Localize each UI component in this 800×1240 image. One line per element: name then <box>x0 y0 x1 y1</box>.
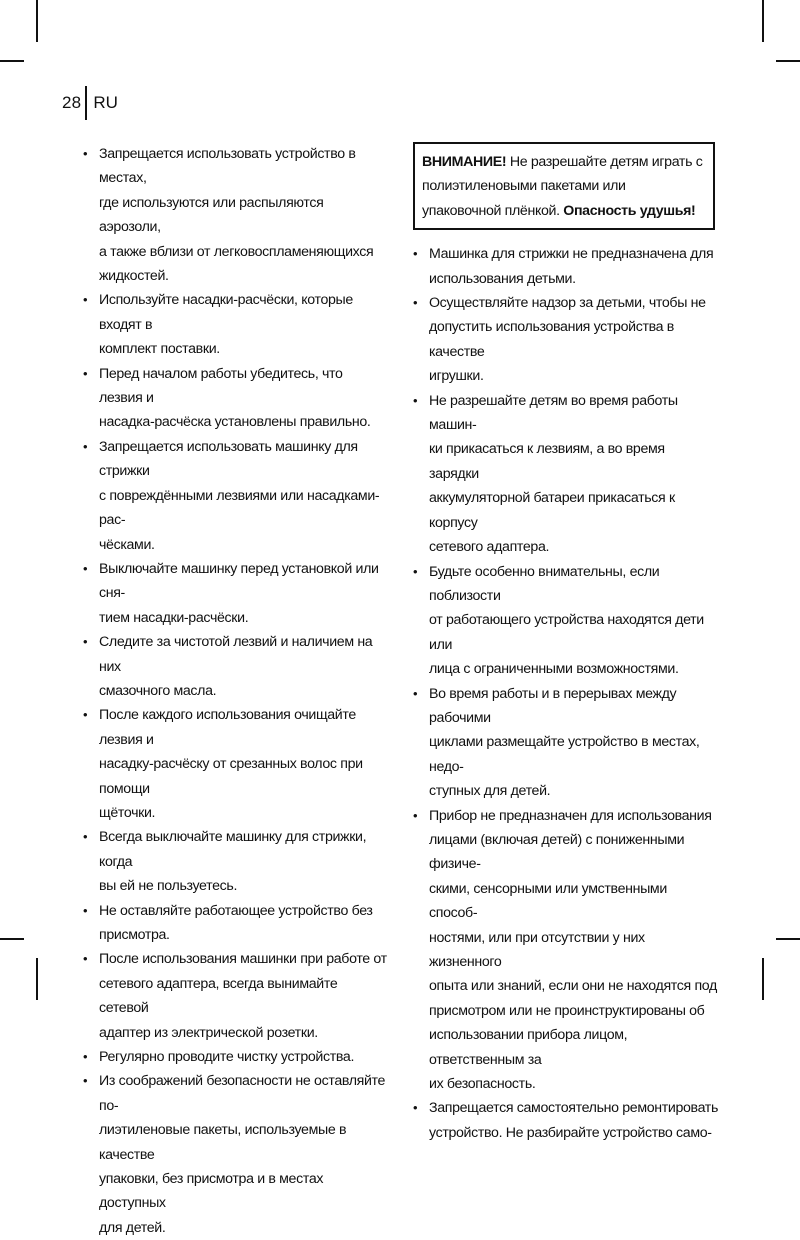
bullet-icon: • <box>83 560 88 576</box>
crop-mark-top-right-horizontal <box>776 60 800 62</box>
list-item <box>413 389 718 560</box>
list-item <box>83 1045 388 1069</box>
bullet-icon: • <box>83 146 88 161</box>
list-item <box>83 362 388 435</box>
bullet-icon: • <box>413 246 418 262</box>
list-item <box>413 560 718 682</box>
list-item-text: После использования машинки при работе от сетевого адаптера, всегда вынимайте сетевой адаптер из электрической розетки. <box>99 951 387 1041</box>
bullet-icon: • <box>83 365 88 381</box>
warning-label: ВНИМАНИЕ! <box>422 154 507 170</box>
list-item <box>83 825 388 898</box>
list-item <box>83 288 388 361</box>
bullet-icon: • <box>413 563 418 579</box>
bullet-icon: • <box>83 292 88 308</box>
bullet-icon: • <box>83 902 88 918</box>
list-item-text: Перед началом работы убедитесь, что лезвия и насадка-расчёска установлены правильно. <box>99 365 371 431</box>
crop-mark-bottom-right-horizontal <box>776 938 800 940</box>
list-item-text: Регулярно проводите чистку устройства. <box>99 1049 355 1066</box>
list-item <box>83 703 388 825</box>
list-item <box>83 1069 388 1240</box>
list-item-text: Во время работы и в перерывах между рабочими циклами размещайте устройство в местах, недо- ступных для детей. <box>429 685 700 800</box>
list-item-text: Не разрешайте детям во время работы машин- ки прикасаться к лезвиям, а во время зарядки аккумуляторной батареи прикасаться к корпусу сетевого адаптера. <box>429 392 678 556</box>
bullet-icon: • <box>413 685 418 701</box>
list-item-text: Будьте особенно внимательны, если поблизости от работающего устройства находятся дети или лица с ограниченными возможностями. <box>429 563 704 678</box>
list-item-text: Запрещается использовать устройство в местах, где используются или распыляются аэрозоли, а также вблизи от легковоспламеняющихся жидкостей. <box>99 146 374 285</box>
list-item <box>413 242 718 291</box>
right-bullet-list <box>413 242 718 1145</box>
bullet-icon: • <box>83 829 88 845</box>
page-number: 28 <box>62 93 82 112</box>
list-item-text: Из соображений безопасности не оставляйте по- лиэтиленовые пакеты, используемые в качестве упаковки, без присмотра и в местах доступных для детей. <box>99 1073 386 1236</box>
crop-mark-bottom-left-horizontal <box>0 938 24 940</box>
bullet-icon: • <box>83 707 88 723</box>
crop-mark-top-right-vertical <box>762 0 764 42</box>
warning-text: Не разрешайте детям играть с полиэтиленовыми пакетами или упаковочной плёнкой. <box>422 154 703 219</box>
header-divider <box>85 86 87 120</box>
crop-mark-top-left-vertical <box>36 0 38 42</box>
bullet-icon: • <box>413 807 418 823</box>
list-item-text: Запрещается самостоятельно ремонтировать устройство. Не разбирайте устройство само- <box>429 1100 719 1141</box>
list-item <box>83 435 388 557</box>
bullet-icon: • <box>413 1100 418 1116</box>
list-item-text: После каждого использования очищайте лезвия и насадку-расчёску от срезанных волос при помощи щёточки. <box>99 707 363 821</box>
bullet-icon: • <box>83 951 88 967</box>
list-item <box>413 1096 718 1145</box>
bullet-icon: • <box>83 438 88 454</box>
bullet-icon: • <box>83 1049 88 1065</box>
list-item <box>83 630 388 703</box>
right-column <box>413 142 718 1145</box>
list-item-text: Не оставляйте работающее устройство без присмотра. <box>99 902 373 943</box>
bullet-icon: • <box>83 1073 88 1089</box>
bullet-icon: • <box>413 392 418 408</box>
list-item-text: Осуществляйте надзор за детьми, чтобы не допустить использования устройства в качестве игрушки. <box>429 295 706 385</box>
warning-emphasis: Опасность удушья! <box>563 202 696 219</box>
bullet-icon: • <box>413 295 418 311</box>
left-column <box>83 142 388 1240</box>
list-item-text: Запрещается использовать машинку для стрижки с повреждёнными лезвиями или насадками-рас- чёсками. <box>99 438 380 553</box>
list-item <box>83 557 388 630</box>
list-item-text: Всегда выключайте машинку для стрижки, когда вы ей не пользуетесь. <box>99 829 367 895</box>
list-item-text: Прибор не предназначен для использования лицами (включая детей) с пониженными физиче- скими, сенсорными или умственными способ- ностями, или при отсутствии у них жизненного опыта или знаний, если они не находятся под присмотром или не проинструктированы об использовании прибора лицом, ответственным за их безопасность. <box>429 807 717 1093</box>
left-bullet-list <box>83 142 388 1240</box>
list-item <box>413 804 718 1097</box>
language-code: RU <box>93 93 118 112</box>
bullet-icon: • <box>83 634 88 650</box>
page-header <box>62 86 118 120</box>
crop-mark-bottom-left-vertical <box>36 958 38 1000</box>
list-item-text: Следите за чистотой лезвий и наличием на них смазочного масла. <box>99 634 373 699</box>
list-item <box>413 682 718 804</box>
list-item <box>83 947 388 1045</box>
list-item-text: Машинка для стрижки не предназначена для использования детьми. <box>429 246 714 287</box>
crop-mark-bottom-right-vertical <box>762 958 764 1000</box>
list-item-text: Используйте насадки-расчёски, которые входят в комплект поставки. <box>99 292 353 358</box>
list-item <box>83 142 388 288</box>
list-item <box>413 291 718 389</box>
warning-box <box>413 142 715 230</box>
crop-mark-top-left-horizontal <box>0 60 24 62</box>
list-item <box>83 899 388 948</box>
list-item-text: Выключайте машинку перед установкой или сня- тием насадки-расчёски. <box>99 560 379 626</box>
